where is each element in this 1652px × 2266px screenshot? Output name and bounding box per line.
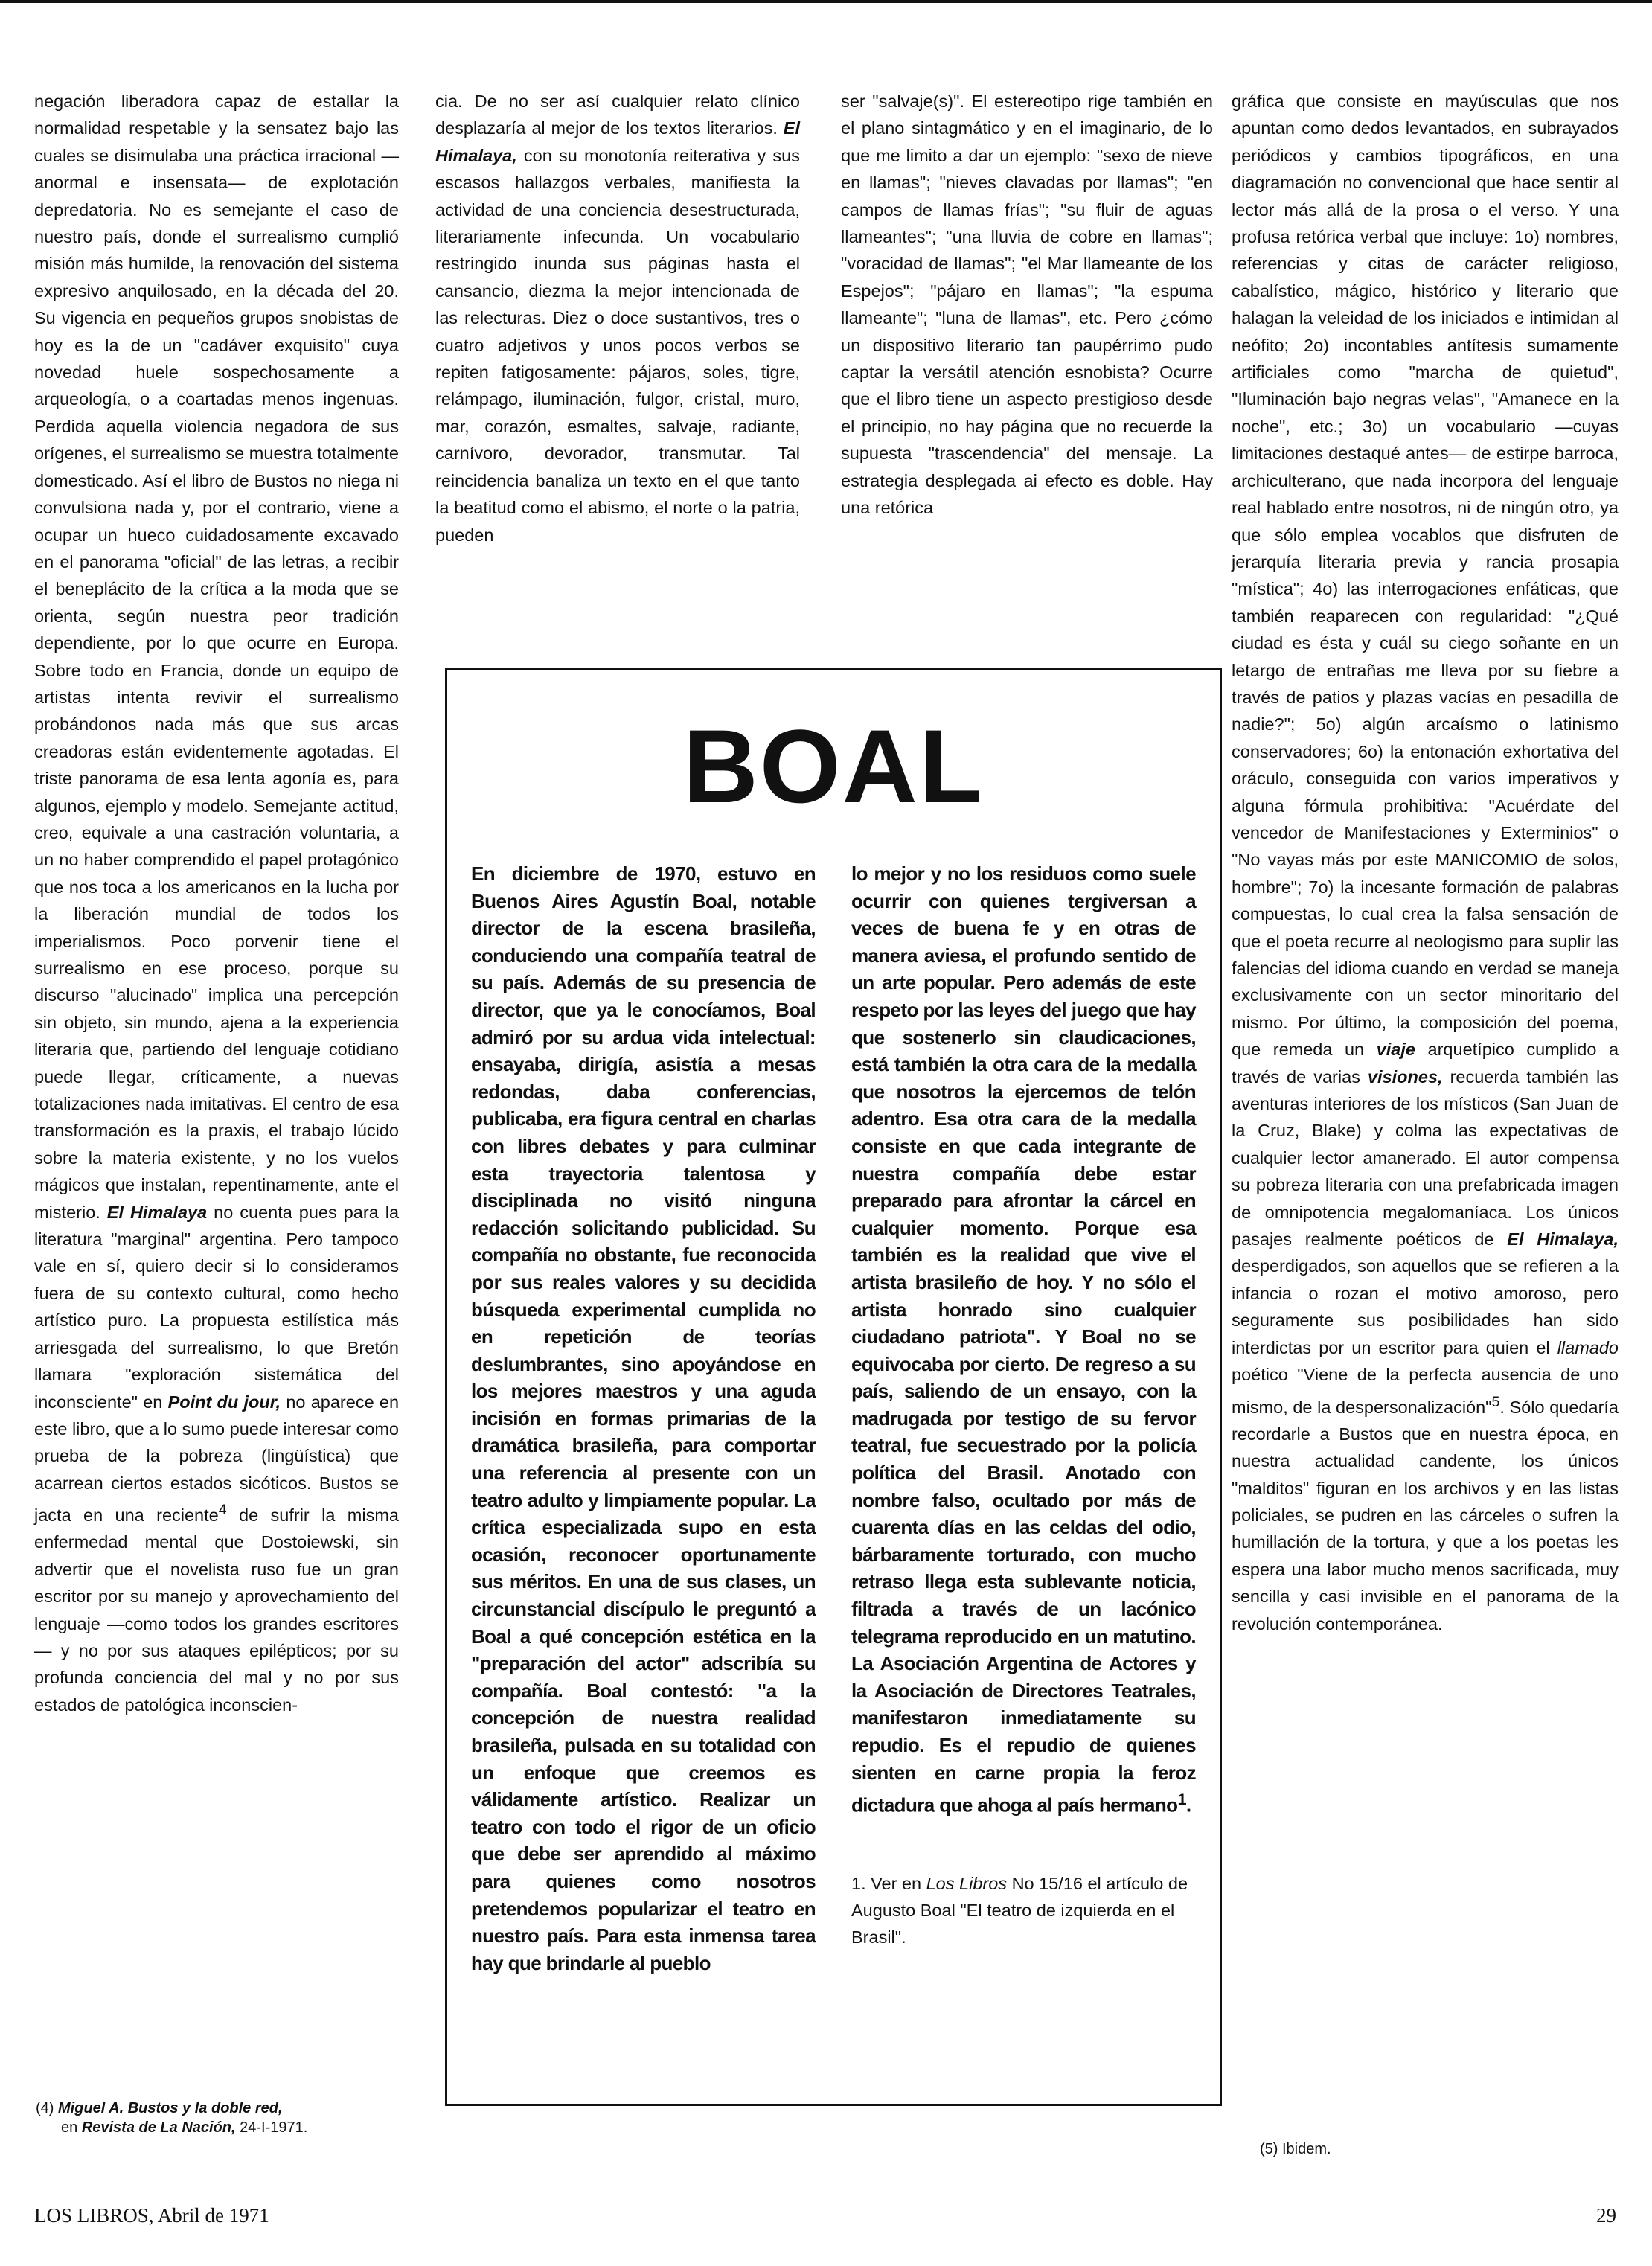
footnote-ref-5[interactable]: 5 (1491, 1393, 1500, 1410)
column-4-text-d: desperdigados, son aquellos que se refieren a la infancia o rozan el motivo amoroso, pero seguramente sus posibilidades han sido interdictas por un escritor para quien el (1232, 1256, 1619, 1357)
book-title: El Himalaya (106, 1202, 208, 1222)
column-4-text-a: gráfica que consiste en mayúsculas que nos apuntan como dedos levantados, en subrayados periódicos y cambios tipográficos, en una diagramación no convencional que hace sentir al lector más allá de la prosa o el verso. Y una profusa retórica verbal que incluye: 1o) nombres, referencias y citas de carácter religioso, cabalístico, mágico, histórico y literario que halagan la veleidad de los iniciados e intimidan al neófito; 2o) incontables antítesis sumamente artificiales como "marcha de quietud", "Iluminación bajo negras velas", "Amanece en la noche", etc.; 3o) un vocabulario —cuyas limitaciones destaqué antes— de estirpe barroca, archiculterano, que nada incorpora del lenguaje real hablado entre nosotros, ni de ningún otro, ya que sólo emplea vocablos que disfruten de jerarquía literaria previa y rancia prosapia "mística"; 4o) las interrogaciones enfáticas, que también reaparecen con regularidad: "¿Qué ciudad es ésta y cuál su ciego soñante en un letargo de entrañas me lleva por su fiebre a través de patios y plazas vacías en pesadilla de nadie?"; 5o) algún arcaísmo o latinismo conservadores; 6o) la entonación exhortativa del oráculo, conseguida con varios imperativos y alguna fórmula prohibitiva: "Acuérdate del vencedor de Manifestaciones y Exterminios" o "No vayas más por este MANICOMIO de solos, hombre"; 7o) la incesante formación de palabras compuestas, lo cual crea la falsa sensación de que el poeta recurre al neologismo para suplir las falencias del idioma cuando en verdad se maneja exclusivamente con un sector minoritario del mismo. Por último, la composición del poema, que remeda un (1232, 92, 1619, 1060)
top-rule (0, 0, 1652, 3)
column-1-text: negación liberadora capaz de estallar la normalidad respetable y la sensatez bajo las cuales se disimulaba una práctica irracional —anormal e insensata— de explotación depredatoria. No es semejante el caso de nuestro país, donde el surrealismo cumplió misión más humilde, la renovación del sistema expresivo anquilosado, en la década del 20. Su vigencia en pequeños grupos snobistas de hoy es la de un "cadáver exquisito" cuya novedad huele sospechosamente a arqueología, o a coartadas menos ingenuas. Perdida aquella violencia negadora de sus orígenes, el surrealismo se muestra totalmente domesticado. Así el libro de Bustos no niega ni convulsiona nada y, por el contrario, viene a ocupar un hueco cuidadosamente excavado en el panorama "oficial" de las letras, a recibir el beneplácito de la crítica a la moda que se orienta, según nuestra peor tradición dependiente, por lo que ocurre en Europa. Sobre todo en Francia, donde un equipo de artistas intenta revivir el surrealismo probándonos nada más que sus arcas creadoras están evidentemente agotadas. El triste panorama de esa lenta agonía es, para algunos, ejemplo y modelo. Semejante actitud, creo, equivale a una castración voluntaria, a un no haber comprendido el papel protagónico que nos toca a los americanos en la lucha por la liberación mundial de todos los imperialismos. Poco porvenir tiene el surrealismo en ese proceso, porque su discurso "alucinado" implica una percepción sin objeto, sin mundo, ajena a la experiencia literaria que, partiendo del lenguaje cotidiano puede llegar, críticamente, a nuevas totalizaciones nada imitativas. El centro de esa transformación es la praxis, el trabajo lúcido sobre la materia existente, y no los vuelos mágicos que instalan, repentinamente, ante el misterio. (34, 92, 399, 1222)
emphasis-visiones: visiones, (1367, 1066, 1443, 1086)
boal-footnote-prefix: 1. Ver en (851, 1874, 922, 1893)
column-2-text-b: con su monotonía reiterativa y sus escasos hallazgos verbales, manifiesta la actividad de una conciencia desestructurada, literariamente infecunda. Un vocabulario restringido inunda sus páginas hasta el cansancio, diezma la mejor intencionada de las relecturas. Diez o doce sustantivos, tres o cuatro adjetivos y unos pocos verbos se repiten fatigosamente: pájaros, soles, tigre, relámpago, iluminación, fulgor, cristal, muro, mar, corazón, esmaltes, salvaje, radiante, carnívoro, devorador, transmutar. Tal reincidencia banaliza un texto en el que tanto la beatitud como el abismo, el norte o la patria, pueden (435, 145, 801, 545)
column-4-text-c: recuerda también las aventuras interiores de los místicos (San Juan de la Cruz, Blake) y colma las expectativas de cualquier lector amanerado. El autor compensa su pobreza literaria con una prefabricada imagen de omnipotencia megalomaníaca. Los únicos pasajes realmente poéticos de (1232, 1066, 1619, 1249)
boal-footnote-rest: No 15/16 el artículo de Augusto Boal "El teatro de izquierda en el Brasil". (851, 1874, 1188, 1947)
footnote-4-number: (4) (36, 2100, 54, 2116)
footnote-4-date: 24-I-1971. (240, 2119, 308, 2136)
page-number: 29 (1596, 2204, 1616, 2227)
boal-column-1 (471, 860, 816, 1977)
boal-text-2: lo mejor y no los residuos como suele ocurrir con quienes tergiversan a veces de buena fe y en otras de manera aviesa, el profundo sentido de un arte popular. Pero además de este respeto por las leyes del juego que hay que sostenerlo sin claudicaciones, está también la otra cara de la medalla que nosotros la ejercemos de telón adentro. Esa otra cara de la medalla consiste en que cada integrante de nuestra compañía debe estar preparado para afrontar la cárcel en cualquier momento. Porque esa también es la realidad que vive el artista brasileño de hoy. Y no sólo el artista honrado sino cualquier ciudadano patriota". Y Boal no se equivocaba por cierto. De regreso a su país, saliendo de un ensayo, con la madrugada por testigo de su fervor teatral, fue secuestrado por la policía política del Brasil. Anotado con nombre falso, ocultado por más de cuarenta días en las celdas del odio, bárbaramente torturado, con mucho retraso llega esta sublevante noticia, filtrada a través de un lacónico telegrama reproducido en un matutino. La Asociación Argentina de Actores y la Asociación de Directores Teatrales, manifestaron inmediatamente su repudio. Es el repudio de quienes sienten en carne propia la feroz dictadura que ahoga al país hermano (851, 862, 1196, 1817)
book-title: El Himalaya, (435, 118, 801, 165)
boal-heading: BOAL (682, 708, 985, 825)
footnote-4-title: Miguel A. Bustos y la doble red, (58, 2100, 283, 2116)
article-column-2 (435, 88, 800, 548)
column-4-text-f: . Sólo quedaría recordarle a Bustos que en nuestra época, en nuestra actualidad candente, los únicos "malditos" figuran en los archivos y en las listas policiales, se pudren en las cárceles o sufren la humillación de la tortura, y que a los poetas les espera una labor mucho menos sacrificada, muy sencilla y casi invisible en el panorama de la revolución contemporánea. (1232, 1397, 1619, 1633)
article-column-3 (841, 88, 1213, 522)
footnote-4-source: Revista de La Nación, (81, 2119, 236, 2136)
footer-publication: LOS LIBROS, Abril de 1971 (34, 2204, 269, 2227)
boal-footnote (851, 1870, 1196, 1950)
emphasis-llamado: llamado (1557, 1337, 1619, 1357)
footnote-ref-4[interactable]: 4 (218, 1502, 227, 1519)
boal-column-2: lo mejor y no los residuos como suele ocurrir con quienes tergiversan a veces de buena fe y en otras de manera aviesa, el profundo sentido de un arte popular. Pero además de este respeto por las leyes del juego que hay que sostenerlo sin claudicaciones, está también la otra cara de la medalla que nosotros la ejercemos de telón adentro. Esa otra cara de la medalla consiste en que cada integrante de nuestra compañía debe estar preparado para afrontar la cárcel en cualquier momento. Porque esa también es la realidad que vive el artista brasileño de hoy. Y no sólo el artista honrado sino cualquier ciudadano patriota". Y Boal no se equivocaba por cierto. De regreso a su país, saliendo de un ensayo, con la madrugada por testigo de su fervor teatral, fue secuestrado por la policía política del Brasil. Anotado con nombre falso, ocultado por más de cuarenta días en las celdas del odio, bárbaramente torturado, con mucho retraso llega esta sublevante noticia, filtrada a través de un lacónico telegrama reproducido en un matutino. La Asociación Argentina de Actores y la Asociación de Directores Teatrales, manifestaron inmediatamente su repudio. Es el repudio de quienes sienten en carne propia la feroz dictadura que ahoga al país hermano$^1$. (851, 862, 1196, 1817)
boal-sidebar-box (445, 668, 1222, 2106)
footnote-4 (36, 2099, 408, 2137)
article-column-4 (1232, 88, 1619, 1637)
column-1-text-c: no aparece en este libro, que a lo sumo puede interesar como prueba de la pobreza (lingüística) que acarrean ciertos estados sicóticos. Bustos se jacta en una reciente (34, 1392, 400, 1525)
footnote-ref-1[interactable]: 1 (1177, 1790, 1186, 1809)
column-4-text-e: poético "Viene de la perfecta ausencia de uno mismo, de la despersonalización" (1232, 1365, 1619, 1417)
boal-footnote-magazine: Los Libros (926, 1874, 1008, 1893)
boal-text-1: En diciembre de 1970, estuvo en Buenos Aires Agustín Boal, notable director de la escena brasileña, conduciendo una compañía teatral de su país. Además de su presencia de director, que ya le conocíamos, Boal admiró por su ardua vida intelectual: ensayaba, dirigía, asistía a mesas redondas, daba conferencias, publicaba, era figura central en charlas con libres debates y para culminar esta trayectoria talentosa y disciplinada no visitó ninguna redacción solicitando publicidad. Su compañía no obstante, fue reconocida por sus reales valores y su decidida búsqueda experimental cumplida no en repetición de teorías deslumbrantes, sino apoyándose en los mejores maestros y una aguda incisión en formas primarias de la dramática brasileña, para comportar una referencia al presente con un teatro adulto y limpiamente popular. La crítica especializada supo en esta ocasión, reconocer oportunamente sus méritos. En una de sus clases, un circunstancial discípulo le preguntó a Boal a qué concepción estética en la "preparación del actor" adscribía su compañía. Boal contestó: "a la concepción de nuestra realidad brasileña, pulsada en su totalidad con un enfoque que creemos es válidamente artístico. Realizar un teatro con todo el rigor de un oficio que debe ser aprendido al máximo para quienes como nosotros pretendemos popularizar el teatro en nuestro país. Para esta inmensa tarea hay que brindarle al pueblo (471, 862, 816, 1974)
column-4-text-b: arquetípico cumplido a través de varias (1232, 1040, 1619, 1086)
article-column-1 (34, 88, 399, 1718)
column-1-text-d: de sufrir la misma enfermedad mental que Dostoiewski, sin advertir que el novelista ruso fue un gran escritor por su manejo y aprovechamiento del lenguaje —como todos los grandes escritores— y no por sus ataques epilépticos; por su profunda conciencia del mal y no por sus estados de patológica inconscien- (34, 1505, 399, 1715)
footnote-5: (5) Ibidem. (1260, 2141, 1331, 2157)
column-1-text-b: no cuenta pues para la literatura "marginal" argentina. Pero tampoco vale en sí, quiero decir si lo consideramos fuera de su contexto cultural, como hecho artístico puro. La propuesta estilística más arriesgada del surrealismo, lo que Bretón llamara "exploración sistemática del inconsciente" en (34, 1202, 400, 1412)
column-3-text: ser "salvaje(s)". El estereotipo rige también en el plano sintagmático y en el imaginario, de lo que me limito a dar un ejemplo: "sexo de nieve en llamas"; "nieves clavadas por llamas"; "en campos de llamas frías"; "su fluir de aguas llameantes"; "una lluvia de cobre en llamas"; "voracidad de llamas"; "el Mar llameante de los Espejos"; "pájaro en llamas"; "la espuma llameante"; "luna de llamas", etc. Pero ¿cómo un dispositivo literario tan paupérrimo pudo captar la versátil atención esnobista? Ocurre que el libro tiene un aspecto prestigioso desde el principio, no hay página que no recuerde la supuesta "trascendencia" del mensaje. La estrategia desplegada ai efecto es doble. Hay una retórica (841, 92, 1213, 518)
footnote-4-en: en (61, 2119, 78, 2136)
book-title: El Himalaya, (1507, 1229, 1619, 1249)
column-2-text-a: cia. De no ser así cualquier relato clínico desplazaría al mejor de los textos literarios. (435, 92, 800, 138)
emphasis-viaje: viaje (1376, 1040, 1415, 1060)
book-title-point-du-jour: Point du jour, (167, 1392, 281, 1412)
